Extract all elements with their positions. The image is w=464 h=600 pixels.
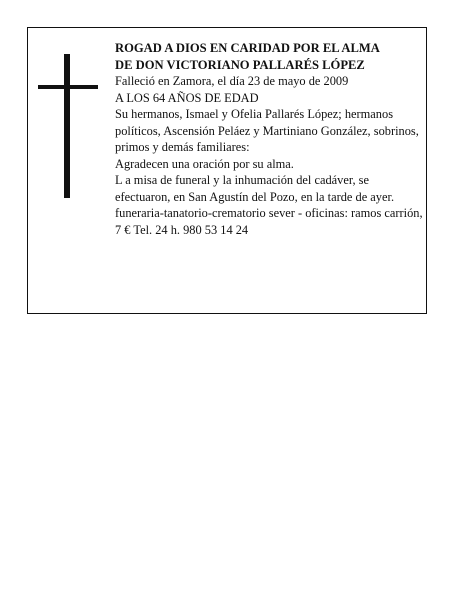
funeral-details: L a misa de funeral y la inhumación del cadáver, se efectuaron, en San Agustín del Pozo, en la tarde de ayer. xyxy=(115,173,395,204)
funeral-home-info: funeraria-tanatorio-crematorio sever - oficinas: ramos carrión, 7 € Tel. 24 h. 980 53 14 24 xyxy=(115,206,423,237)
death-info: Falleció en Zamora, el día 23 de mayo de 2009 xyxy=(115,74,349,88)
age-at-death: A LOS 64 AÑOS DE EDAD xyxy=(115,90,259,105)
cross-horizontal-bar xyxy=(38,85,98,89)
notice-heading-line-2: DE DON VICTORIANO PALLARÉS LÓPEZ xyxy=(115,57,365,72)
notice-text xyxy=(115,40,423,238)
obituary-notice xyxy=(27,27,427,314)
cross-icon xyxy=(38,54,98,198)
cross-vertical-bar xyxy=(64,54,70,198)
family-members: Su hermanos, Ismael y Ofelia Pallarés López; hermanos políticos, Ascensión Peláez y Martiniano González, sobrinos, primos y demás familiares: xyxy=(115,107,419,154)
notice-heading-line-1: ROGAD A DIOS EN CARIDAD POR EL ALMA xyxy=(115,41,380,55)
prayer-request: Agradecen una oración por su alma. xyxy=(115,156,294,171)
